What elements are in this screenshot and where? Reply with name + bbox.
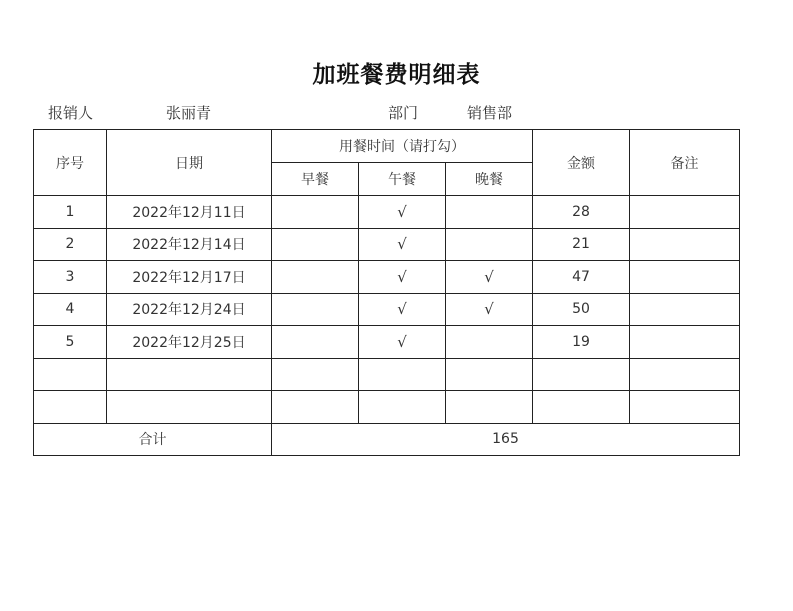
table-row — [34, 326, 740, 359]
cell-note — [630, 228, 740, 261]
cell-seq: 1 — [34, 196, 107, 229]
col-header-seq: 序号 — [34, 130, 107, 196]
cell-breakfast — [272, 196, 359, 229]
col-header-meal-time: 用餐时间（请打勾） — [272, 130, 533, 163]
cell-amount: 47 — [533, 261, 630, 294]
cell-breakfast — [272, 261, 359, 294]
cell-amount — [533, 358, 630, 391]
cell-breakfast — [272, 358, 359, 391]
cell-dinner — [446, 391, 533, 424]
cell-date: 2022年12月17日 — [107, 261, 272, 294]
cell-note — [630, 358, 740, 391]
table-row — [34, 261, 740, 294]
cell-dinner — [446, 358, 533, 391]
cell-amount: 50 — [533, 293, 630, 326]
cell-note — [630, 261, 740, 294]
cell-seq — [34, 391, 107, 424]
cell-seq: 2 — [34, 228, 107, 261]
cell-amount — [533, 391, 630, 424]
table-row — [34, 391, 740, 424]
department-label: 部门 — [388, 104, 419, 122]
cell-dinner — [446, 228, 533, 261]
cell-date — [107, 358, 272, 391]
cell-note — [630, 196, 740, 229]
col-header-amount: 金额 — [533, 130, 630, 196]
cell-date: 2022年12月24日 — [107, 293, 272, 326]
cell-breakfast — [272, 326, 359, 359]
cell-lunch — [359, 391, 446, 424]
claimant-name: 张丽青 — [166, 104, 212, 122]
col-header-breakfast: 早餐 — [272, 163, 359, 196]
table-row — [34, 293, 740, 326]
cell-breakfast — [272, 293, 359, 326]
table-row — [34, 228, 740, 261]
cell-note — [630, 326, 740, 359]
total-value: 165 — [272, 423, 740, 456]
table-row — [34, 358, 740, 391]
cell-breakfast — [272, 228, 359, 261]
cell-dinner: √ — [446, 293, 533, 326]
cell-breakfast — [272, 391, 359, 424]
department-name: 销售部 — [467, 104, 513, 122]
cell-lunch: √ — [359, 326, 446, 359]
total-label: 合计 — [34, 423, 272, 456]
total-row — [34, 423, 740, 456]
cell-lunch: √ — [359, 261, 446, 294]
cell-note — [630, 391, 740, 424]
cell-seq: 3 — [34, 261, 107, 294]
table-body — [34, 130, 740, 456]
header-row — [34, 130, 740, 163]
cell-amount: 21 — [533, 228, 630, 261]
cell-lunch — [359, 358, 446, 391]
col-header-lunch: 午餐 — [359, 163, 446, 196]
cell-lunch: √ — [359, 228, 446, 261]
col-header-note: 备注 — [630, 130, 740, 196]
cell-amount: 19 — [533, 326, 630, 359]
cell-seq: 5 — [34, 326, 107, 359]
claimant-label: 报销人 — [48, 104, 94, 122]
cell-lunch: √ — [359, 293, 446, 326]
cell-seq: 4 — [34, 293, 107, 326]
page-title: 加班餐费明细表 — [312, 62, 481, 88]
cell-date: 2022年12月25日 — [107, 326, 272, 359]
table-row — [34, 196, 740, 229]
cell-dinner — [446, 326, 533, 359]
cell-dinner — [446, 196, 533, 229]
cell-note — [630, 293, 740, 326]
cell-lunch: √ — [359, 196, 446, 229]
cell-amount: 28 — [533, 196, 630, 229]
cell-date: 2022年12月14日 — [107, 228, 272, 261]
meal-expense-table — [33, 129, 740, 456]
cell-date: 2022年12月11日 — [107, 196, 272, 229]
cell-dinner: √ — [446, 261, 533, 294]
cell-seq — [34, 358, 107, 391]
col-header-date: 日期 — [107, 130, 272, 196]
col-header-dinner: 晚餐 — [446, 163, 533, 196]
cell-date — [107, 391, 272, 424]
